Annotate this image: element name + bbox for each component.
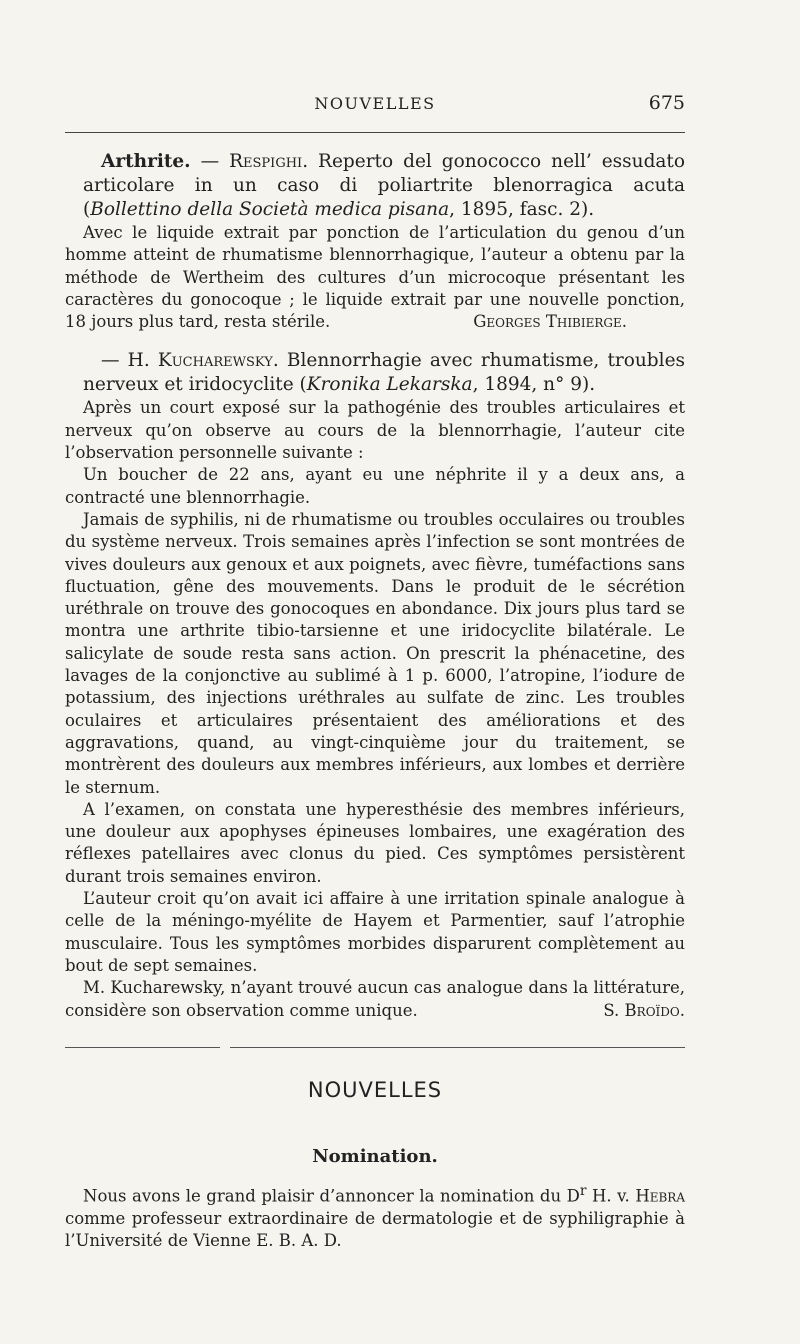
article-2-paragraph: Jamais de syphilis, ni de rhumatisme ou troubles occulaires ou troubles du système nerveux. Trois semaines après l’infection se sont montrées de vives douleurs aux genoux et aux poignets, avec fièvre, tuméfactions sans fluctuation, gêne des mouvements. Dans le produit de le sécrétion uréthrale on trouve des gonocoques en abondance. Dix jours plus tard se montra une arthrite tibio-tarsienne et une iridocyclite bilatérale. Le salicylate de soude resta sans action. On prescrit la phénacetine, des lavages de la conjonctive au sublimé à 1 p. 6000, l’atropine, l’iodure de potassium, des injections uréthrales au sulfate de zinc. Les troubles oculaires et articulaires présentaient des améliorations et des aggravations, quand, au vingt-cinquième jour du traitement, se montrèrent des douleurs aux membres inférieurs, aux lombes et derrière le sternum. [65,509,685,797]
article-2-heading: — H. Kucharewsky. Blennorrhagie avec rhumatisme, troubles nerveux et iridocyclite (Kronika Lekarska, 1894, n° 9). [83,350,686,396]
nominee-name: Hebra [635,1186,685,1206]
running-head-title: NOUVELLES [314,94,436,113]
running-head [65,92,685,118]
article-2-paragraph: A l’examen, on constata une hyperesthésie des membres inférieurs, une douleur aux apophyses épineuses lombaires, une exagération des réflexes patellaires avec clonus du pied. Ces symptômes persistèrent durant trois semaines environ. [65,799,685,886]
article-2-paragraph: Après un court exposé sur la pathogénie des troubles articulaires et nerveux qu’on observe au cours de la blennorrhagie, l’auteur cite l’observation personnelle suivante : [65,398,685,463]
article-2-paragraph: Un boucher de 22 ans, ayant eu une néphrite il y a deux ans, a contracté une blennorrhagie. [65,465,685,507]
article-2-author: Kucharewsky [157,350,273,372]
nomination-text [65,1180,685,1252]
section-title: NOUVELLES [307,1078,443,1102]
page-number: 675 [648,92,685,114]
section-divider [230,1047,685,1048]
article-body [65,150,685,1022]
article-1-heading: Arthrite. — Respighi. Reperto del gonococco nell’ essudato articolare in un caso di poliartrite blenorragica acuta (Bollettino della Società medica pisana, 1895, fasc. 2). [83,151,686,220]
article-2-last-paragraph: M. Kucharewsky, n’ayant trouvé aucun cas analogue dans la littérature, considère son observation comme unique. S. Broïdo. [65,977,685,1022]
nomination-paragraph: Nous avons le grand plaisir d’annoncer la nomination du $D^r$ H. v. Hebra comme professeur extraordinaire de dermatologie et de syphiligraphie à l’Université de Vienne E. B. A. D. [65,1183,685,1251]
article-1-signature: Georges Thibierge. [473,312,627,332]
section-divider-left [65,1047,220,1048]
article-1-lead: Arthrite. [101,151,191,172]
article-2-paragraph: L’auteur croit qu’on avait ici affaire à une irritation spinale analogue à celle de la méningo-myélite de Hayem et Parmentier, sauf l’atrophie musculaire. Tous les symptômes morbides disparurent complètement au bout de sept semaines. [65,889,685,975]
section-subtitle: Nomination. [312,1146,438,1167]
article-1-author: Respighi [229,151,303,172]
article-1-journal: Bollettino della Società medica pisana [90,199,450,220]
article-2-signature: S. Broïdo. [603,1000,685,1020]
article-1-paragraph: Avec le liquide extrait par ponction de l’articulation du genou d’un homme atteint de rhumatisme blennorrhagique, l’auteur a obtenu par la méthode de Wertheim des cultures d’un microcoque présentant les caractères du gonocoque ; le liquide extrait par une nouvelle ponction, 18 jours plus tard, resta stérile. Georges Thibierge. [65,222,685,333]
header-rule [65,132,685,133]
article-2-journal: Kronika Lekarska [306,374,473,396]
